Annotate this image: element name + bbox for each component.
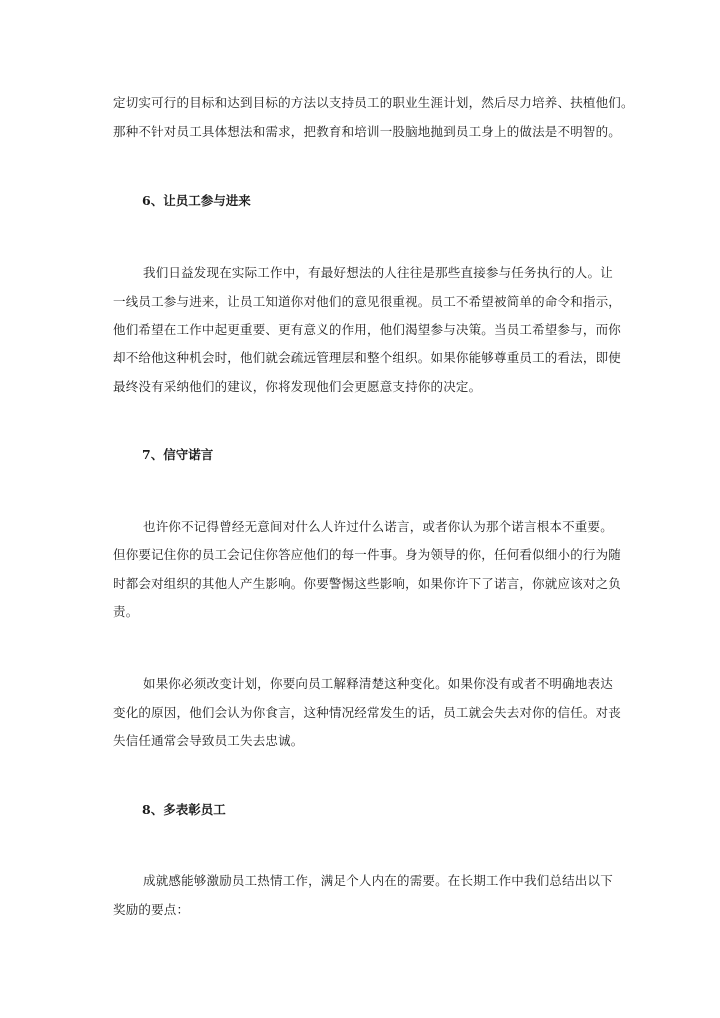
paragraph-line: 也许你不记得曾经无意间对什么人许过什么诺言，或者你认为那个诺言根本不重要。 xyxy=(143,519,613,534)
paragraph-line: 奖励的要点： xyxy=(113,902,190,917)
paragraph-line: 失信任通常会导致员工失去忠诚。 xyxy=(113,733,304,748)
paragraph-line: 但你要记住你的员工会记住你答应他们的每一件事。身为领导的你，任何看似细小的行为随 xyxy=(113,547,622,562)
paragraph-line: 那种不针对员工具体想法和需求，把教育和培训一股脑地抛到员工身上的做法是不明智的。 xyxy=(113,124,622,139)
paragraph-line: 却不给他这种机会时，他们就会疏远管理层和整个组织。如果你能够尊重员工的看法，即使 xyxy=(113,350,622,365)
paragraph-line: 成就感能够激励员工热情工作，满足个人内在的需要。在长期工作中我们总结出以下 xyxy=(143,873,613,888)
section-heading-7: 7、信守诺言 xyxy=(142,447,214,462)
paragraph-line: 他们希望在工作中起更重要、更有意义的作用，他们渴望参与决策。当员工希望参与，而你 xyxy=(113,322,622,337)
paragraph-line: 时都会对组织的其他人产生影响。你要警惕这些影响，如果你许下了诺言，你就应该对之负 xyxy=(113,576,622,591)
paragraph-line: 我们日益发现在实际工作中，有最好想法的人往往是那些直接参与任务执行的人。让 xyxy=(143,265,613,280)
section-heading-6: 6、让员工参与进来 xyxy=(142,193,251,208)
paragraph-line: 责。 xyxy=(113,604,139,619)
paragraph-line: 最终没有采纳他们的建议，你将发现他们会更愿意支持你的决定。 xyxy=(113,379,482,394)
paragraph-line: 定切实可行的目标和达到目标的方法以支持员工的职业生涯计划，然后尽力培养、扶植他们。 xyxy=(113,95,634,110)
paragraph-line: 如果你必须改变计划，你要向员工解释清楚这种变化。如果你没有或者不明确地表达 xyxy=(143,676,613,691)
paragraph-line: 一线员工参与进来，让员工知道你对他们的意见很重视。员工不希望被简单的命令和指示， xyxy=(113,294,622,309)
paragraph-line: 变化的原因，他们会认为你食言，这种情况经常发生的话，员工就会失去对你的信任。对丧 xyxy=(113,705,622,720)
section-heading-8: 8、多表彰员工 xyxy=(142,802,226,817)
